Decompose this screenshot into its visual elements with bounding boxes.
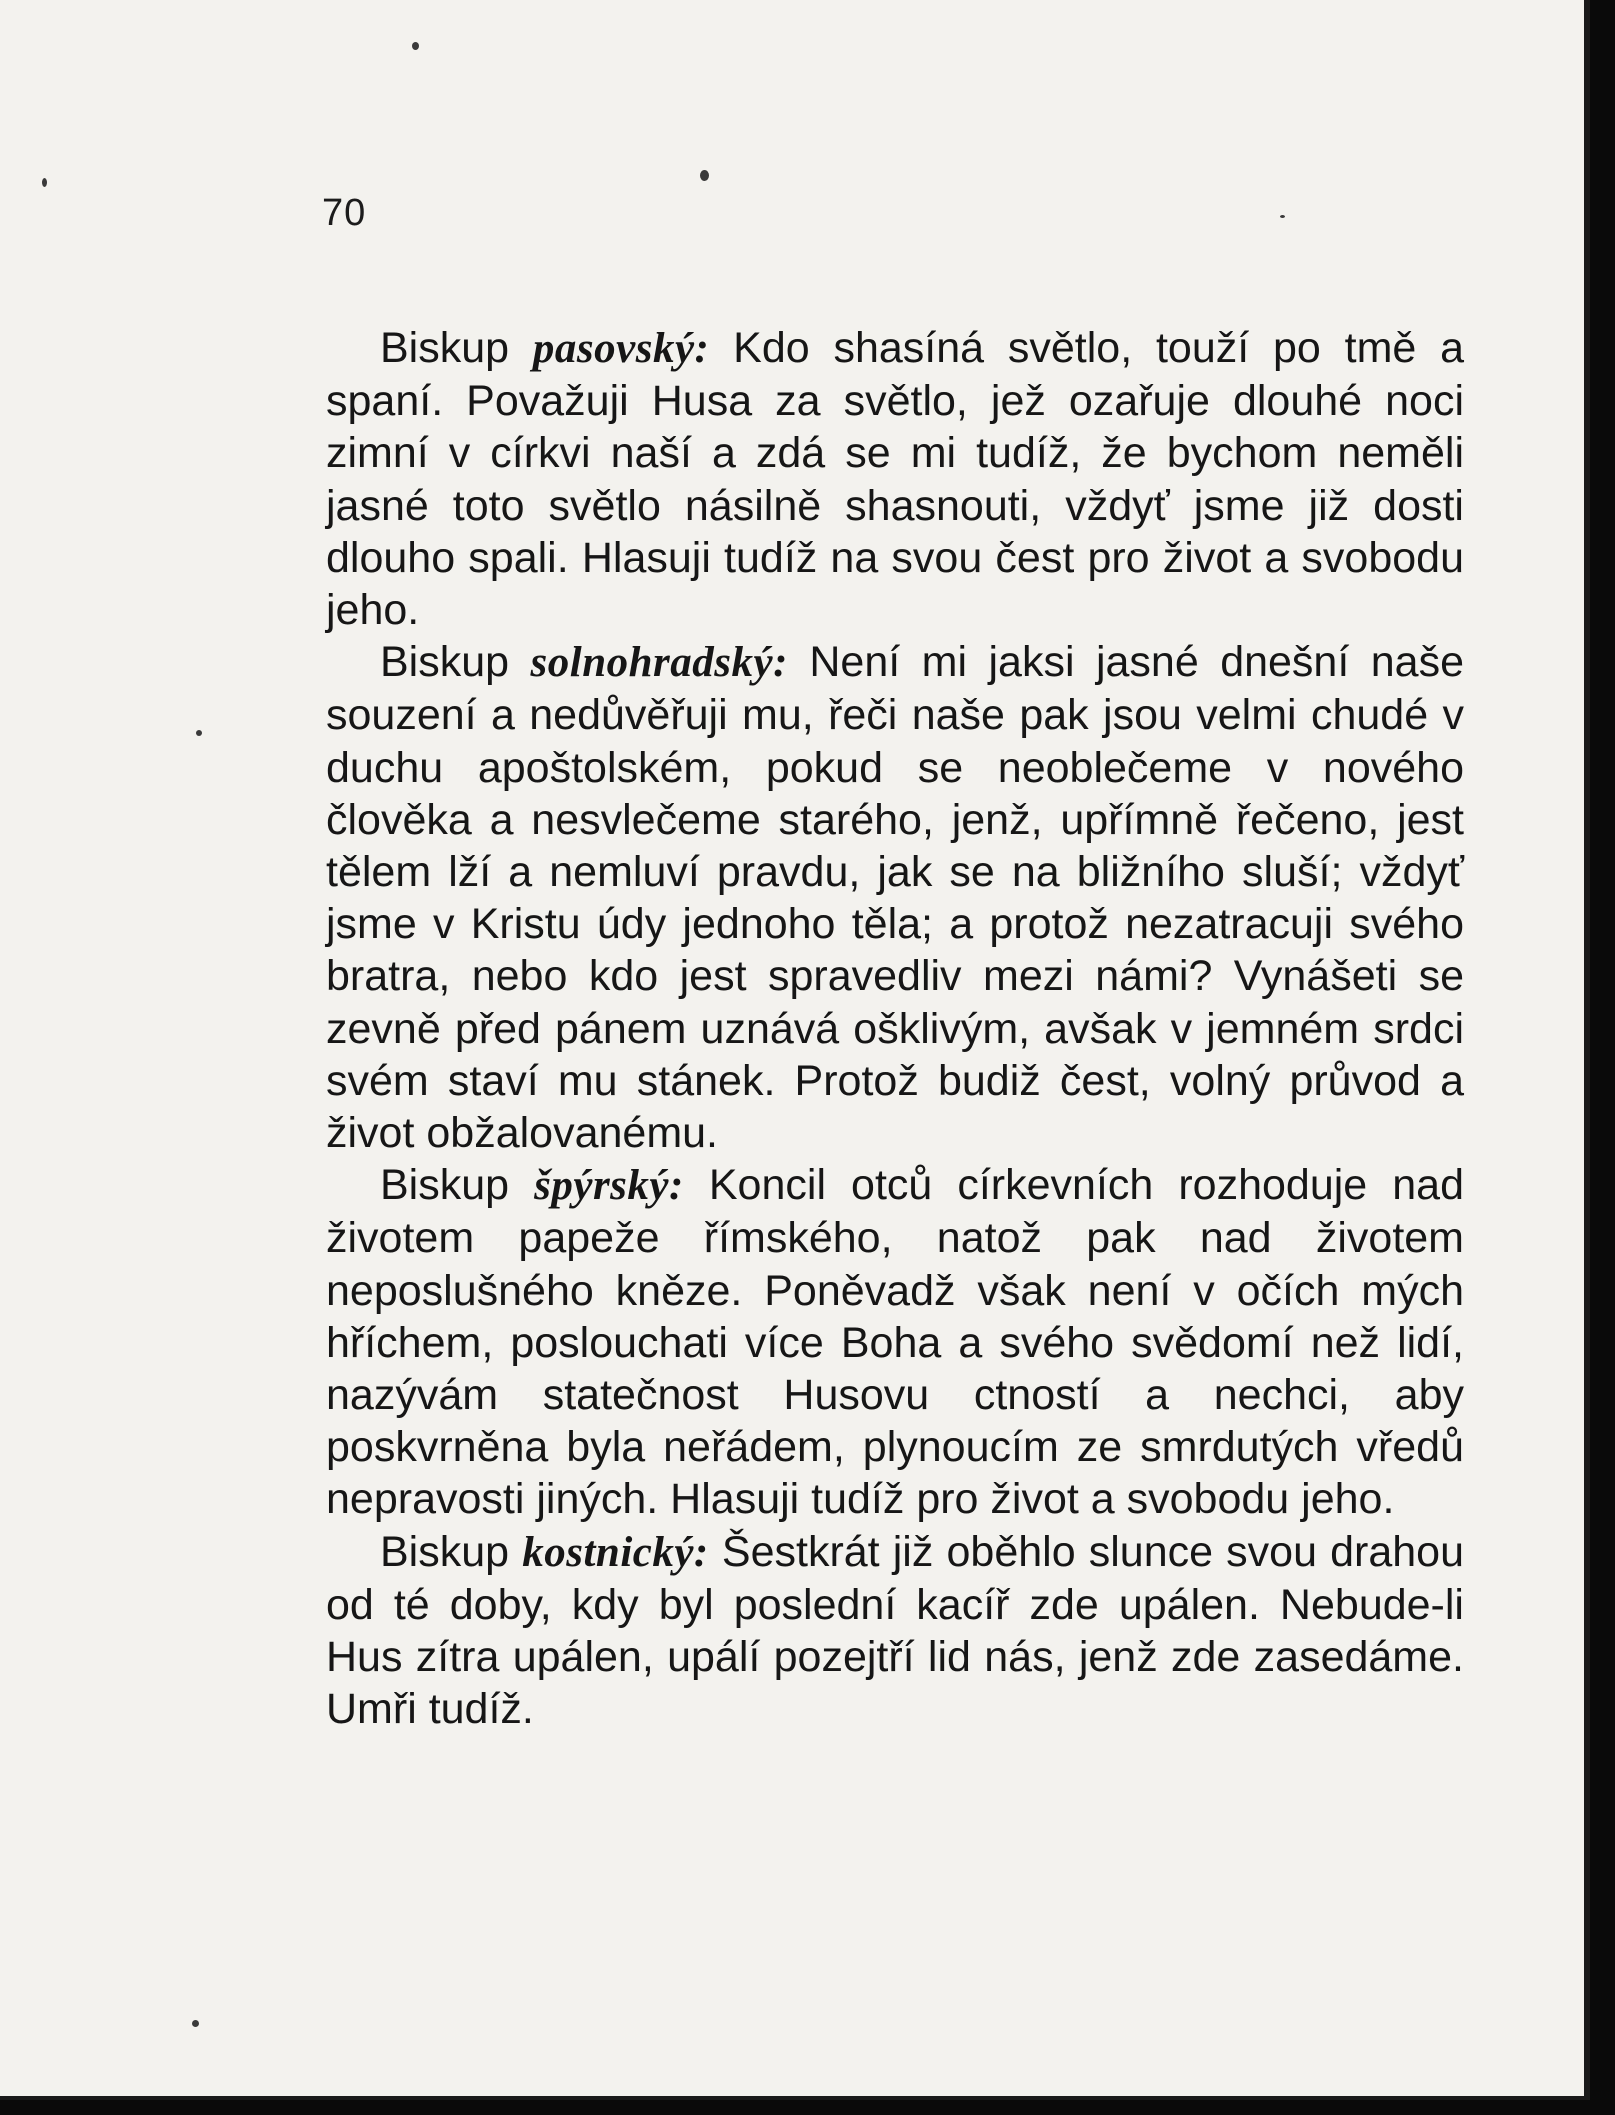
paragraph-lead: Biskup [380, 638, 510, 687]
body-text [326, 322, 1464, 1735]
paragraph-bishop-salzburg [326, 636, 1464, 1159]
paragraph-lead: Biskup [380, 1161, 510, 1210]
scan-speck [196, 730, 202, 736]
scan-speck [700, 170, 709, 181]
speaker-label: kostnický: [522, 1528, 709, 1576]
scan-speck [192, 2020, 199, 2027]
scan-speck [42, 178, 47, 187]
paragraph-text: Kdo shasíná světlo, touží po tmě a spaní. Považuji Husa za světlo, jež ozařuje dlouhé noci zimní v církvi naší a zdá se mi tudíž, že bychom neměli jasné toto světlo násilně shasnouti, vždyť jsme již dosti dlouho spali. Hlasuji tudíž na svou čest pro život a svobodu jeho. [326, 324, 1465, 635]
paragraph-bishop-speyer [326, 1159, 1464, 1525]
speaker-label: solnohradský: [530, 639, 788, 687]
page-number: 70 [322, 192, 367, 234]
paragraph-lead: Biskup [380, 1527, 510, 1576]
scan-speck [1280, 215, 1285, 218]
paragraph-bishop-constance [326, 1526, 1464, 1736]
paragraph-text: Šestkrát již oběhlo slunce svou drahou od té doby, kdy byl poslední kacíř zde upálen. Nebude-li Hus zítra upálen, upálí pozejtří lid nás, jenž zde zasedáme. Umři tudíž. [326, 1527, 1465, 1734]
paragraph-lead: Biskup [380, 324, 510, 372]
paragraph-text: Koncil otců církevních rozhoduje nad životem papeže římského, natož pak nad životem neposlušného kněze. Poněvadž však není v očích mých hříchem, poslouchati více Boha a svého svědomí než lidí, nazývám statečnost Husovu ctností a nechci, aby poskvrněna byla neřádem, plynoucím ze smrdutých vředů nepravosti jiných. Hlasuji tudíž pro život a svobodu jeho. [326, 1161, 1464, 1524]
paragraph-bishop-passau [326, 322, 1464, 636]
speaker-label: špýrský: [534, 1162, 684, 1210]
scan-speck [412, 42, 419, 50]
paragraph-text: Není mi jaksi jasné dnešní naše souzení a nedůvěřuji mu, řeči naše pak jsou velmi chudé v duchu apoštolském, pokud se neoblečeme v nového člověka a nesvlečeme starého, jenž, upřímně řečeno, jest tělem lží a nemluví pravdu, jak se na bližního sluší; vždyť jsme v Kristu údy jednoho těla; a protož nezatracuji svého bratra, nebo kdo jest spravedliv mezi námi? Vynášeti se zevně před pánem uznává ošklivým, avšak v jemném srdci svém staví mu stánek. Protož budiž čest, volný průvod a život obžalovanému. [326, 638, 1464, 1158]
speaker-label: pasovský: [532, 325, 710, 372]
